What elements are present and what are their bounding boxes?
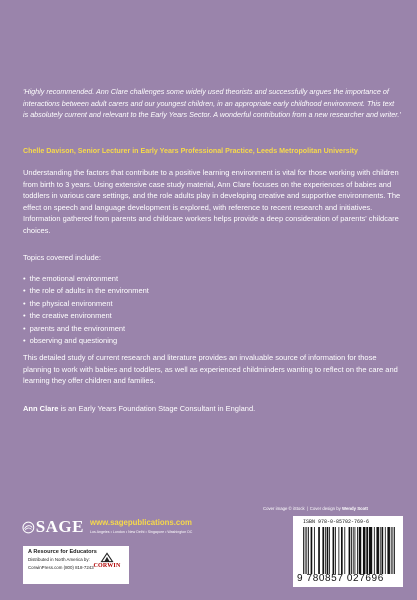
barcode-bar: [329, 527, 330, 574]
topic-item: • the creative environment: [23, 310, 149, 322]
barcode-bar: [305, 527, 306, 574]
endorsement-quote: [23, 86, 401, 121]
corwin-logo: [86, 548, 128, 572]
barcode-bar: [333, 527, 335, 574]
topic-item: • observing and questioning: [23, 335, 149, 347]
barcode-bar: [311, 527, 313, 574]
book-description: Understanding the factors that contribute to a positive learning environment is vital for those working with children from birth to 3 years. Using extensive case study material, Ann Clare focuses on the experiences of babies and toddlers in various care settings, and the role adults play in developing creative and supportive environments. The effect on speech and language development is explored, with reference to recent research and initiatives. Information gathered from parents and childcare workers helps provide a deep consideration of parents' childcare choices.: [23, 168, 401, 235]
author-name: Ann Clare: [23, 404, 59, 413]
barcode-bar: [351, 527, 352, 574]
barcode-bar: [354, 527, 355, 574]
cover-image-credit: Cover image © iStock: [263, 506, 305, 511]
barcode-bar: [344, 527, 345, 574]
barcode-bar: [387, 527, 390, 574]
barcode-bar: [392, 527, 393, 574]
sage-logo-text: SAGE: [35, 517, 84, 536]
barcode-bar: [322, 527, 324, 574]
barcode-bar: [376, 527, 379, 574]
isbn-label: ISBN 978-0-85702-769-6: [303, 519, 370, 525]
cover-design-label: Cover design by: [309, 506, 341, 511]
barcode-bar: [385, 527, 386, 574]
barcode-bar: [338, 527, 339, 574]
sage-logo: [22, 516, 84, 538]
quote-text: 'Highly recommended. Ann Clare challenges some widely used theorists and successfully argues the importance of interactions between adult carers and our youngest children, in an appropriate early childhood environment. This text is absolutely current and relevant to the Early Years Sector. A wonderful contribution from a new researcher and writer.': [23, 87, 401, 120]
barcode-digits: 9 780857 027696: [297, 573, 384, 584]
corwin-emblem-icon: [100, 552, 114, 563]
topics-list: [23, 273, 149, 347]
barcode-bar: [308, 527, 309, 574]
isbn-barcode-box: [293, 516, 403, 587]
resource-contact: CorwinPress.com (800) 818-7243: [28, 564, 94, 570]
corwin-logo-text: CORWIN: [93, 562, 121, 569]
barcode-bar: [306, 527, 307, 574]
resource-title: A Resource for Educators: [28, 549, 97, 555]
barcode-bar: [314, 527, 315, 574]
barcode-bar: [366, 527, 368, 574]
topic-item: • parents and the environment: [23, 323, 149, 335]
barcode-bar: [318, 527, 320, 574]
barcode-bar: [353, 527, 354, 574]
publisher-url[interactable]: www.sagepublications.com: [90, 518, 192, 527]
barcode-bar: [325, 527, 326, 574]
cover-credits: Cover image © iStock | Cover design by Wendy Scott: [263, 506, 368, 511]
barcode-bar: [327, 527, 329, 574]
sage-emblem-icon: [22, 518, 35, 537]
topic-item: • the physical environment: [23, 298, 149, 310]
barcode-bar: [382, 527, 384, 574]
summary-paragraph: This detailed study of current research and literature provides an invaluable source of information for those planning to work with babies and toddlers, as well as experienced childminders wanting to reflect on the care and learning they offer children and families.: [23, 353, 398, 386]
barcode-bar: [359, 527, 362, 574]
barcode-bar: [335, 527, 336, 574]
barcode-bar: [303, 527, 304, 574]
barcode-bar: [391, 527, 392, 574]
topic-item: • the role of adults in the environment: [23, 285, 149, 297]
barcode-bar: [349, 527, 351, 574]
barcode-bar: [341, 527, 343, 574]
quote-attribution: Chelle Davison, Senior Lecturer in Early Years Professional Practice, Leeds Metropolitan University: [23, 147, 358, 155]
barcode-bar: [374, 527, 375, 574]
resource-distributor: Distributed in North America by:: [28, 557, 90, 562]
topics-heading: Topics covered include:: [23, 253, 101, 262]
author-bio-text: is an Early Years Foundation Stage Consultant in England.: [58, 404, 256, 413]
barcode-bar: [369, 527, 372, 574]
barcode-graphic: [303, 527, 395, 574]
author-bio: [23, 403, 401, 415]
cover-designer: Wendy Scott: [342, 506, 368, 511]
barcode-bar: [380, 527, 381, 574]
barcode-bar: [357, 527, 358, 574]
barcode-bar: [394, 527, 395, 574]
barcode-bar: [363, 527, 366, 574]
topic-item: • the emotional environment: [23, 273, 149, 285]
publisher-cities: Los Angeles • London • New Delhi • Singapore • Washington DC: [90, 530, 193, 534]
